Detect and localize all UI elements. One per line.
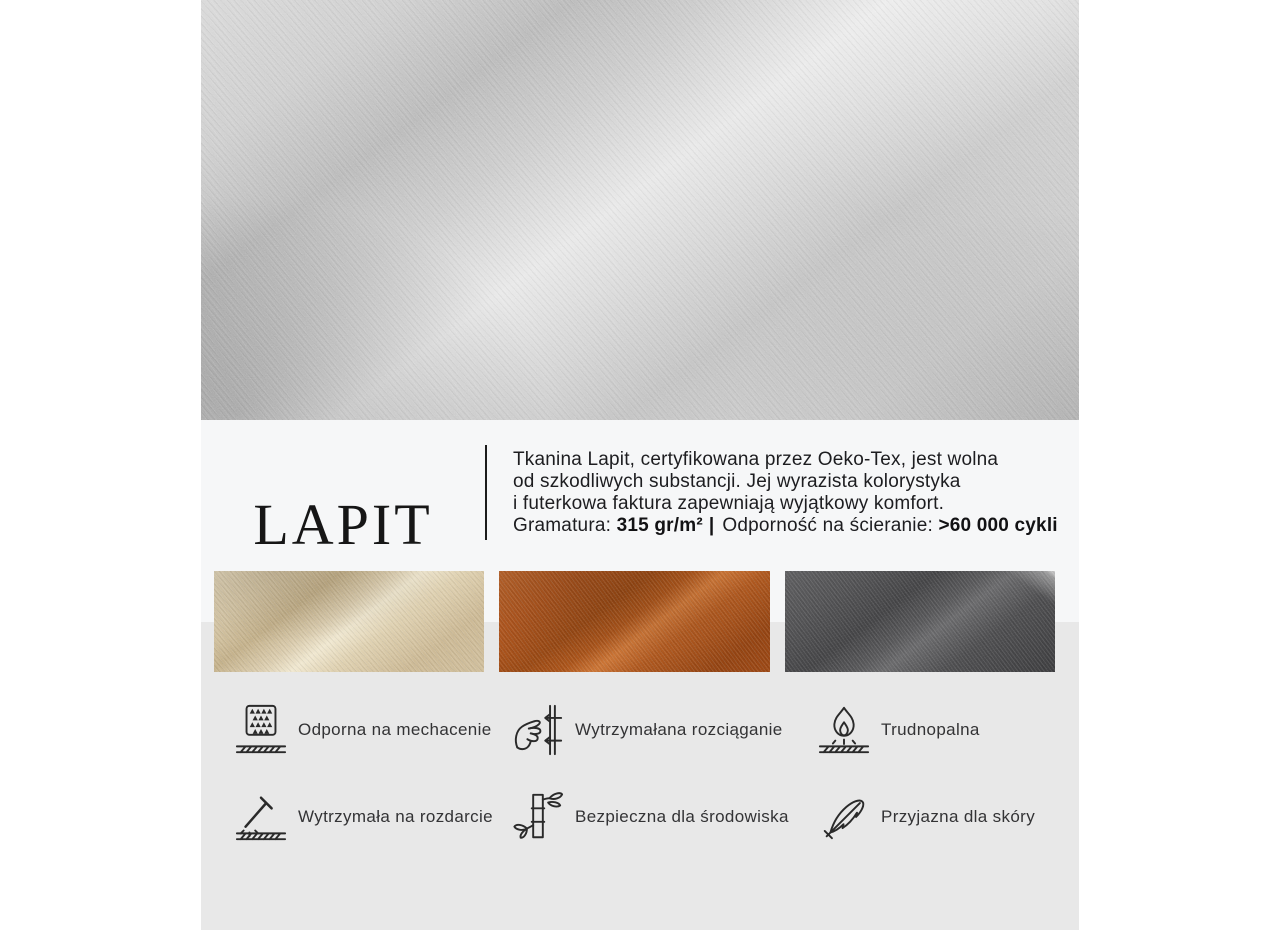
fabric-texture-noise xyxy=(201,0,1079,420)
feature-eco-friendly xyxy=(511,790,817,844)
feature-stretch-resistant xyxy=(511,703,817,757)
pilling-resistant-icon xyxy=(234,703,288,757)
feature-tear-resistant xyxy=(234,790,511,844)
weight-value: 315 gr/m² xyxy=(616,515,703,536)
feature-label: Odporna na mechacenie xyxy=(298,720,492,739)
skin-friendly-icon xyxy=(817,790,871,844)
swatch-texture-noise xyxy=(214,571,484,672)
feature-label: Wytrzymała na rozdarcie xyxy=(298,807,493,826)
stretch-resistant-icon xyxy=(511,703,565,757)
feature-flame-retardant xyxy=(817,703,1079,757)
swatch-texture-noise xyxy=(785,571,1055,672)
product-description xyxy=(513,449,1058,537)
fabric-info-card xyxy=(201,0,1079,880)
feature-label: Wytrzymałana rozciąganie xyxy=(575,720,783,739)
hero-fabric-photo xyxy=(201,0,1079,420)
feature-grid xyxy=(201,672,1079,930)
abrasion-label: Odporność na ścieranie: xyxy=(722,515,933,536)
tear-resistant-icon xyxy=(234,790,288,844)
spec-separator: | xyxy=(708,515,715,536)
flame-retardant-icon xyxy=(817,703,871,757)
description-line: i futerkowa faktura zapewniają wyjątkowy komfort. xyxy=(513,493,945,514)
feature-label: Przyjazna dla skóry xyxy=(881,807,1036,826)
swatch-texture-noise xyxy=(499,571,769,672)
spec-line xyxy=(513,515,1058,537)
feature-pilling-resistant xyxy=(234,703,511,757)
vertical-divider xyxy=(485,445,487,540)
fabric-swatch-beige xyxy=(214,571,484,672)
weight-label: Gramatura: xyxy=(513,515,612,536)
description-line: od szkodliwych substancji. Jej wyrazista kolorystyka xyxy=(513,471,961,492)
eco-friendly-icon xyxy=(511,790,565,844)
product-title: LAPIT xyxy=(253,491,433,557)
description-line: Tkanina Lapit, certyfikowana przez Oeko-Tex, jest wolna xyxy=(513,449,999,470)
product-info-band xyxy=(201,420,1079,571)
fabric-swatch-graphite xyxy=(785,571,1055,672)
feature-skin-friendly xyxy=(817,790,1079,844)
abrasion-value: >60 000 cykli xyxy=(938,515,1058,536)
fabric-swatch-rust xyxy=(499,571,769,672)
feature-label: Trudnopalna xyxy=(881,720,980,739)
color-swatch-row xyxy=(201,571,1079,672)
feature-label: Bezpieczna dla środowiska xyxy=(575,807,789,826)
